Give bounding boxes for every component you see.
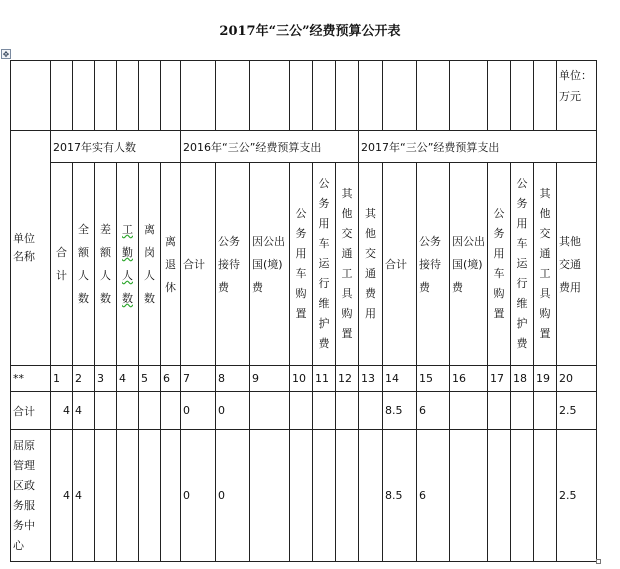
row-name: 屈原 管理 区政 务服 务中 心 [11, 430, 51, 562]
index-cell: 15 [417, 366, 450, 392]
blank-cell [11, 61, 51, 131]
table-move-handle-icon[interactable]: ✥ [2, 50, 10, 59]
blank-cell [336, 61, 359, 131]
index-cell: 5 [139, 366, 161, 392]
table-cell: 8.5 [383, 430, 417, 562]
index-cell: 2 [73, 366, 95, 392]
column-header-row [11, 163, 597, 366]
header-2017-other-vehicle: 其 他 交 通 工 具 购 置 [534, 163, 557, 366]
row-name: 合计 [11, 392, 51, 430]
header-2016-car-maintenance: 公 务 用 车 运 行 维 护 费 [313, 163, 336, 366]
expense-2017-group-header: 2017年“三公”经费预算支出 [359, 131, 597, 163]
index-cell: 10 [290, 366, 313, 392]
header-2016-total: 合计 [181, 163, 216, 366]
table-cell [95, 430, 117, 562]
blank-cell [161, 61, 181, 131]
table-cell: 0 [181, 430, 216, 562]
header-2017-car-maintenance: 公 务 用 车 运 行 维 护 费 [511, 163, 534, 366]
index-cell: 16 [450, 366, 488, 392]
table-cell [250, 430, 290, 562]
index-cell: 18 [511, 366, 534, 392]
table-cell: 0 [216, 392, 250, 430]
blank-cell [51, 61, 73, 131]
index-cell: 12 [336, 366, 359, 392]
blank-cell [73, 61, 95, 131]
blank-cell [511, 61, 534, 131]
index-row [11, 366, 597, 392]
table-cell [511, 392, 534, 430]
index-cell: 20 [557, 366, 597, 392]
table-cell [336, 430, 359, 562]
blank-cell [95, 61, 117, 131]
header-2017-abroad: 因公出 国(境) 费 [450, 163, 488, 366]
blank-cell [450, 61, 488, 131]
header-2016-car-purchase: 公 务 用 车 购 置 [290, 163, 313, 366]
header-2017-reception: 公务 接待 费 [417, 163, 450, 366]
blank-cell [534, 61, 557, 131]
header-diff-staff: 差 额 人 数 [95, 163, 117, 366]
table-cell [290, 392, 313, 430]
table-cell: 4 [51, 392, 73, 430]
table-cell [313, 430, 336, 562]
blank-cell [313, 61, 336, 131]
table-cell: 2.5 [557, 392, 597, 430]
table-cell: 6 [417, 392, 450, 430]
table-top-row [11, 61, 597, 131]
table-cell [359, 392, 383, 430]
index-cell: 4 [117, 366, 139, 392]
table-cell [450, 392, 488, 430]
blank-cell [359, 61, 383, 131]
header-retired: 离 退 休 [161, 163, 181, 366]
header-2016-abroad: 因公出 国(境) 费 [250, 163, 290, 366]
expense-2016-group-header: 2016年“三公”经费预算支出 [181, 131, 359, 163]
index-cell: 17 [488, 366, 511, 392]
table-cell [139, 430, 161, 562]
header-leave-staff: 离 岗 人 数 [139, 163, 161, 366]
group-header-row [11, 131, 597, 163]
index-cell: 11 [313, 366, 336, 392]
table-cell [117, 430, 139, 562]
table-cell [359, 430, 383, 562]
blank-cell [139, 61, 161, 131]
header-work-staff: 工 勤 人 数 [117, 163, 139, 366]
table-cell [139, 392, 161, 430]
table-cell: 2.5 [557, 430, 597, 562]
document-end-marker [596, 559, 601, 564]
table-cell [161, 392, 181, 430]
blank-cell [488, 61, 511, 131]
index-cell: 6 [161, 366, 181, 392]
table-cell: 4 [73, 392, 95, 430]
table-cell: 8.5 [383, 392, 417, 430]
table-cell [250, 392, 290, 430]
table-cell [313, 392, 336, 430]
header-2016-other-transport: 其 他 交 通 费 用 [359, 163, 383, 366]
blank-cell [250, 61, 290, 131]
index-cell: 19 [534, 366, 557, 392]
table-cell [117, 392, 139, 430]
table-cell [488, 392, 511, 430]
header-2017-total: 合计 [383, 163, 417, 366]
header-staff-total: 合 计 [51, 163, 73, 366]
table-cell: 6 [417, 430, 450, 562]
header-2016-reception: 公务 接待 费 [216, 163, 250, 366]
unit-note: 单位： 万元 [557, 61, 597, 131]
table-cell: 0 [216, 430, 250, 562]
table-cell [336, 392, 359, 430]
header-2017-other-transport: 其他 交通 费用 [557, 163, 597, 366]
header-full-staff: 全 额 人 数 [73, 163, 95, 366]
staff-2017-group-header: 2017年实有人数 [51, 131, 181, 163]
index-cell: 14 [383, 366, 417, 392]
index-row-label: ** [11, 366, 51, 392]
table-cell: 4 [73, 430, 95, 562]
page-title: 2017年“三公”经费预算公开表 [219, 24, 401, 39]
budget-table [10, 60, 597, 562]
blank-cell [290, 61, 313, 131]
blank-cell [383, 61, 417, 131]
table-row-total [11, 392, 597, 430]
table-cell: 4 [51, 430, 73, 562]
table-cell [511, 430, 534, 562]
table-cell [161, 430, 181, 562]
table-cell [95, 392, 117, 430]
header-2016-other-vehicle: 其 他 交 通 工 具 购 置 [336, 163, 359, 366]
blank-cell [117, 61, 139, 131]
table-cell [488, 430, 511, 562]
table-cell [450, 430, 488, 562]
table-cell: 0 [181, 392, 216, 430]
blank-cell [216, 61, 250, 131]
blank-cell [181, 61, 216, 131]
table-cell [290, 430, 313, 562]
table-row-unit [11, 430, 597, 562]
index-cell: 8 [216, 366, 250, 392]
index-cell: 9 [250, 366, 290, 392]
index-cell: 1 [51, 366, 73, 392]
blank-cell [417, 61, 450, 131]
table-cell [534, 430, 557, 562]
unit-name-header: 单位 名称 [11, 131, 51, 366]
index-cell: 13 [359, 366, 383, 392]
index-cell: 3 [95, 366, 117, 392]
header-2017-car-purchase: 公 务 用 车 购 置 [488, 163, 511, 366]
index-cell: 7 [181, 366, 216, 392]
table-cell [534, 392, 557, 430]
